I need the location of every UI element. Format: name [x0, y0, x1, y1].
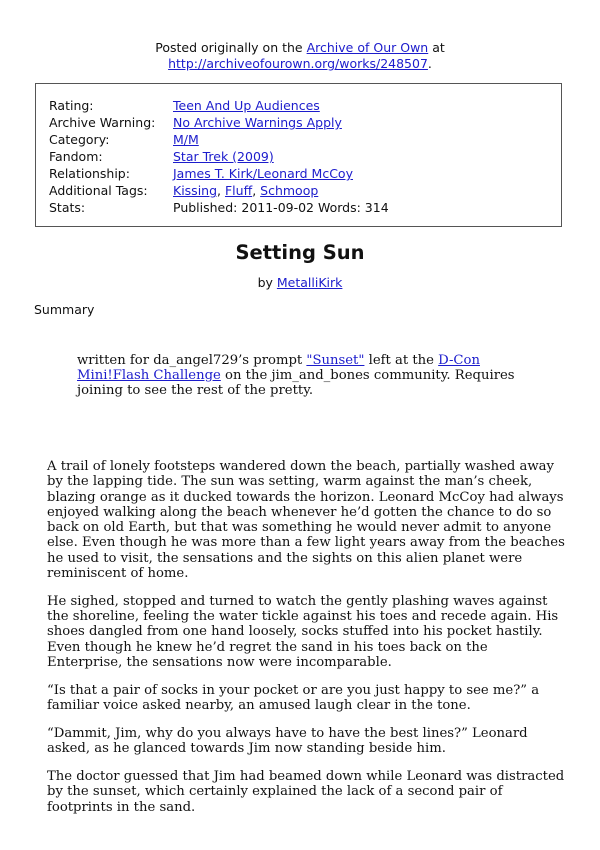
- story-paragraph: A trail of lonely footsteps wandered down the beach, partially washed away by the lapping tide. The sun was setting, warm against the man’s cheek, blazing orange as it ducked towards the horizon. Leonard McCoy had always enjoyed walking along the beach whenever he’d gotten the chance to do so back on old Earth, but that was something he would never admit to anyone else. Even though he was more than a few light years away from the beaches he used to visit, the sensations and the sights on this alien planet were reminiscent of home.: [47, 459, 565, 582]
- relationship-label: Relationship:: [49, 166, 130, 181]
- summary-text-2: left at the: [364, 353, 439, 368]
- meta-row-relationship: [49, 165, 389, 182]
- story-paragraph: The doctor guessed that Jim had beamed down while Leonard was distracted by the sunset, which certainly explained the lack of a second pair of footprints in the sand.: [47, 769, 565, 815]
- prompt-link[interactable]: "Sunset": [306, 353, 365, 368]
- story-body: [47, 459, 567, 827]
- category-link[interactable]: M/M: [173, 132, 199, 147]
- tag-separator: ,: [217, 183, 225, 198]
- tag-link-fluff[interactable]: Fluff: [224, 183, 253, 198]
- challenge-link[interactable]: D-Con Mini!Flash Challenge: [77, 353, 480, 383]
- work-metadata-box: [35, 83, 562, 227]
- summary-text: [77, 353, 547, 398]
- story-paragraph: He sighed, stopped and turned to watch the gently plashing waves against the shoreline, feeling the water tickle against his toes and recede again. His shoes dangled from one hand loosely, socks stuffed into his pocket hastily. Even though he knew he’d regret the sand in his toes back on the Enterprise, the sensations now were incomparable.: [47, 593, 559, 671]
- posted-originally-notice: [0, 40, 600, 72]
- meta-row-warning: [49, 114, 389, 131]
- url-suffix: .: [427, 56, 432, 71]
- byline: [0, 274, 600, 291]
- work-title: Setting Sun: [235, 241, 365, 264]
- fandom-label: Fandom:: [49, 149, 103, 164]
- story-paragraph: “Dammit, Jim, why do you always have to have the best lines?” Leonard asked, as he glanced towards Jim now standing beside him.: [47, 725, 528, 757]
- relationship-link[interactable]: James T. Kirk/Leonard McCoy: [173, 166, 353, 181]
- warning-link[interactable]: No Archive Warnings Apply: [173, 115, 342, 130]
- rating-label: Rating:: [49, 98, 94, 113]
- warning-label: Archive Warning:: [49, 115, 156, 130]
- rating-link[interactable]: Teen And Up Audiences: [173, 98, 320, 113]
- meta-row-rating: [49, 97, 389, 114]
- tag-link-kissing[interactable]: Kissing: [173, 183, 218, 198]
- summary-heading: Summary: [34, 302, 95, 317]
- tags-list: [173, 182, 318, 199]
- category-label: Category:: [49, 132, 110, 147]
- fandom-link[interactable]: Star Trek (2009): [173, 149, 274, 164]
- meta-row-fandom: [49, 148, 389, 165]
- author-link[interactable]: MetalliKirk: [276, 275, 343, 290]
- by-prefix: by: [257, 275, 277, 290]
- summary-text-3: on the jim_and_bones community. Requires joining to see the rest of the pretty.: [77, 368, 515, 398]
- stats-label: Stats:: [49, 200, 86, 215]
- posted-prefix: Posted originally on the: [155, 40, 307, 55]
- story-paragraph: “Is that a pair of socks in your pocket or are you just happy to see me?” a familiar voice asked nearby, an amused laugh clear in the tone.: [47, 682, 540, 714]
- meta-row-category: [49, 131, 389, 148]
- archive-of-our-own-link[interactable]: Archive of Our Own: [306, 40, 429, 55]
- meta-row-stats: [49, 199, 389, 216]
- work-url-link[interactable]: http://archiveofourown.org/works/248507: [168, 56, 428, 71]
- tag-separator: ,: [252, 183, 261, 198]
- meta-row-tags: [49, 182, 389, 199]
- metadata-table: [49, 97, 389, 216]
- stats-value: Published: 2011-09-02 Words: 314: [173, 200, 389, 215]
- tags-label: Additional Tags:: [49, 183, 148, 198]
- summary-text-1: written for da_angel729’s prompt: [77, 353, 307, 368]
- tag-link-schmoop[interactable]: Schmoop: [260, 183, 319, 198]
- posted-mid: at: [428, 40, 445, 55]
